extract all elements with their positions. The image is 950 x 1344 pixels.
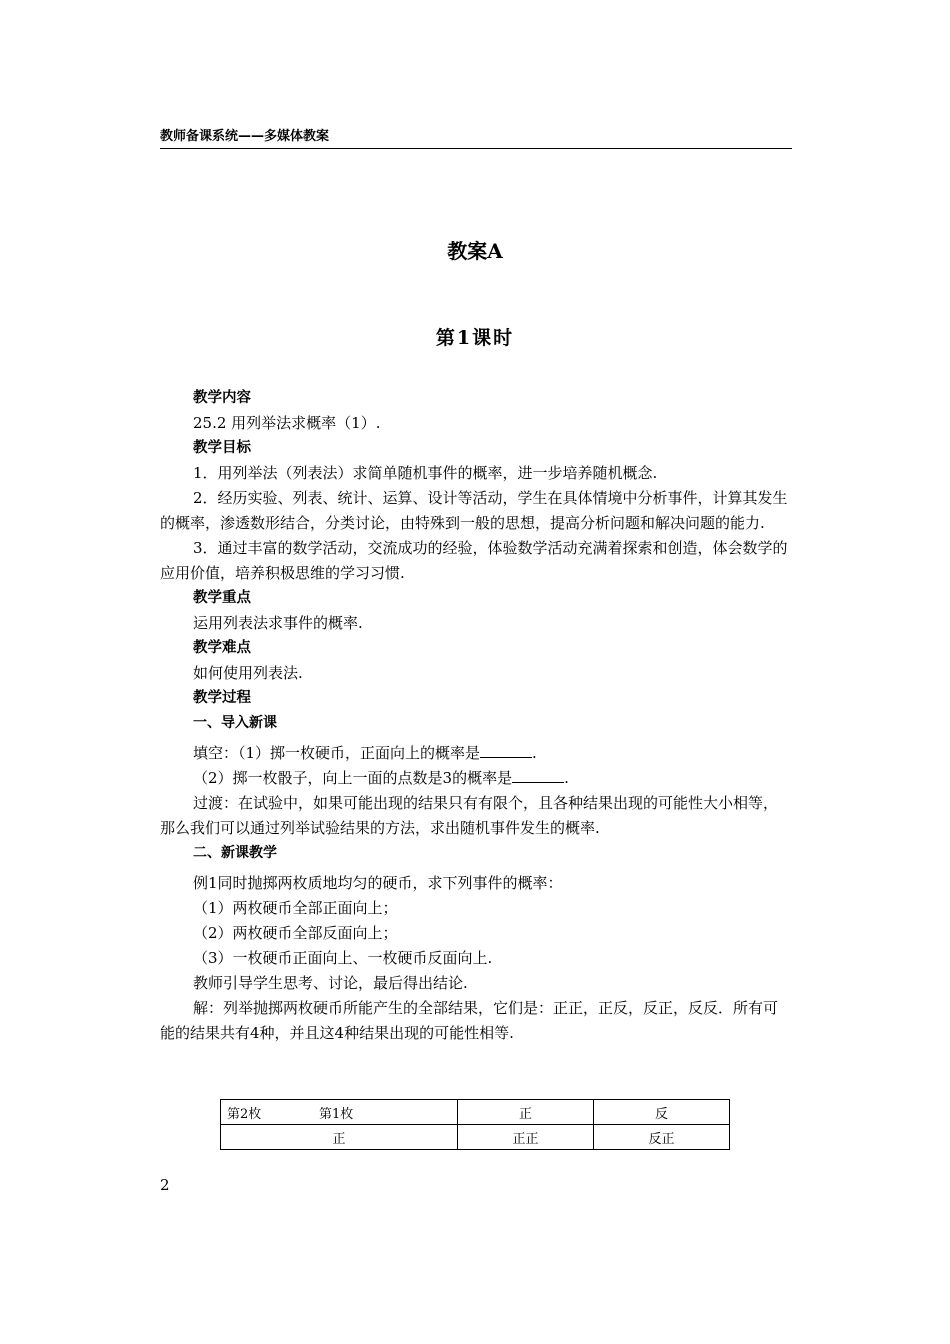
example-1-part-1: （1）两枚硬币全部正面向上；	[193, 899, 398, 917]
fill-2-end: .	[564, 769, 569, 787]
corner-row-label: 第2枚	[227, 1106, 262, 1122]
heading-difficulty: 教学难点	[193, 640, 251, 656]
page-number: 2	[160, 1176, 170, 1194]
lesson-subtitle: 第1课时	[435, 327, 515, 349]
answer-blank	[480, 742, 532, 758]
fill-2-text: （2）掷一枚骰子，向上一面的点数是3的概率是	[193, 769, 513, 787]
table-cell: 正正	[458, 1125, 594, 1150]
example-1: 例1同时抛掷两枚质地均匀的硬币，求下列事件的概率：	[193, 874, 563, 892]
table-row	[221, 1100, 730, 1125]
section-1-title: 一、导入新课	[193, 715, 277, 731]
example-1-part-3: （3）一枚硬币正面向上、一枚硬币反面向上.	[193, 949, 493, 967]
fill-question-2	[160, 766, 792, 791]
key-point: 运用列表法求事件的概率.	[193, 614, 363, 632]
lesson-topic: 25.2 用列举法求概率（1）.	[193, 414, 381, 432]
answer-blank	[512, 767, 564, 783]
teacher-guide: 教师引导学生思考、讨论，最后得出结论.	[193, 974, 468, 992]
heading-key: 教学重点	[193, 590, 251, 606]
heading-content: 教学内容	[193, 390, 251, 406]
table-corner-cell	[221, 1100, 458, 1125]
transition: 过渡：在试验中，如果可能出现的结果只有有限个，且各种结果出现的可能性大小相等，那么我们可以通过列举试验结果的方法，求出随机事件发生的概率.	[160, 794, 779, 837]
fill-1-text: 填空：（1）掷一枚硬币，正面向上的概率是	[193, 744, 481, 762]
table-row-label: 正	[221, 1125, 458, 1150]
example-1-part-2: （2）两枚硬币全部反面向上；	[193, 924, 398, 942]
corner-col-label: 第1枚	[319, 1106, 354, 1122]
page-header: 教师备课系统——多媒体教案	[160, 129, 792, 149]
difficulty: 如何使用列表法.	[193, 664, 303, 682]
goal-3: 3．通过丰富的数学活动，交流成功的经验，体验数学活动充满着探索和创造，体会数学的应用价值，培养积极思维的学习习惯.	[160, 539, 788, 582]
fill-question-1	[160, 741, 792, 766]
table-header-cell: 反	[594, 1100, 730, 1125]
fill-1-end: .	[532, 744, 537, 762]
table-row	[221, 1125, 730, 1150]
lesson-content	[160, 386, 792, 1046]
table-header-cell: 正	[458, 1100, 594, 1125]
goal-1: 1．用列举法（列表法）求简单随机事件的概率，进一步培养随机概念.	[193, 464, 658, 482]
outcome-table	[220, 1099, 730, 1150]
heading-process: 教学过程	[193, 690, 251, 706]
heading-goal: 教学目标	[193, 440, 251, 456]
goal-2: 2．经历实验、列表、统计、运算、设计等活动，学生在具体情境中分析事件，计算其发生的概率，渗透数形结合，分类讨论，由特殊到一般的思想，提高分析问题和解决问题的能力.	[160, 489, 788, 532]
table-cell: 反正	[594, 1125, 730, 1150]
solution: 解：列举抛掷两枚硬币所能产生的全部结果，它们是：正正，正反，反正，反反．所有可能的结果共有4种，并且这4种结果出现的可能性相等.	[160, 999, 779, 1042]
page-title: 教案A	[447, 239, 503, 263]
section-2-title: 二、新课教学	[193, 845, 277, 861]
